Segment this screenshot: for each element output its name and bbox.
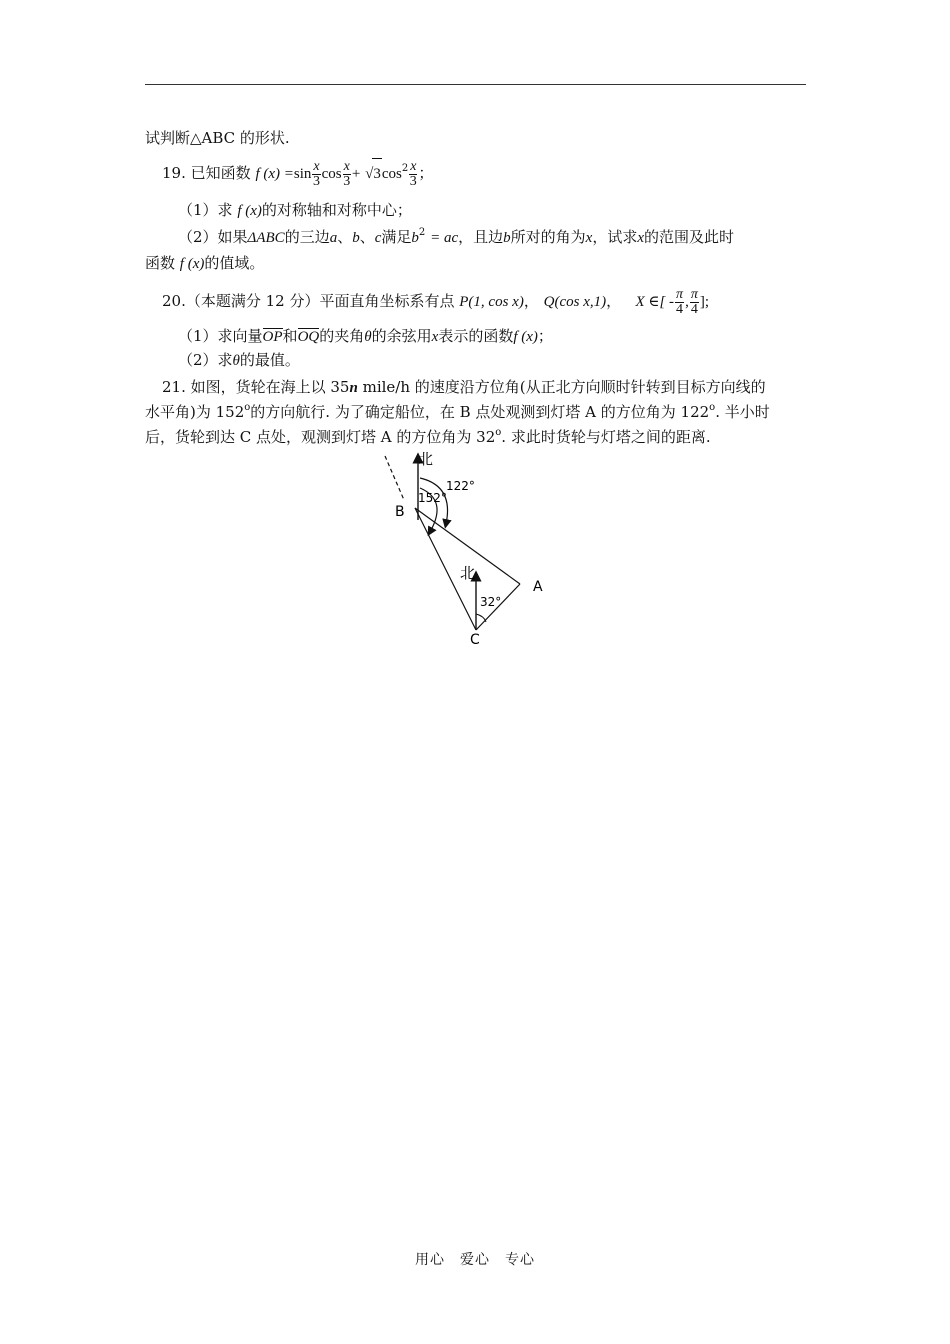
- label-point-c: C: [470, 632, 480, 648]
- label-north-mid: 北: [460, 564, 476, 582]
- dashed-extension-line: [385, 456, 404, 500]
- vector-OQ: OQ: [297, 329, 320, 345]
- question-20-part-1: （1）求向量OP和OQ的夹角θ的余弦用x表示的函数f (x)；: [178, 327, 553, 345]
- label-angle-152: 152°: [418, 491, 447, 505]
- fraction-x-over-3: $\frac{x}{3}$: [409, 158, 417, 189]
- point-Q: Q(cos x,1): [543, 294, 607, 310]
- question-20-part-2: （2）求θ的最值。: [178, 351, 300, 369]
- interval-X: X ∈[ -: [635, 294, 675, 310]
- label-point-a: A: [533, 579, 543, 595]
- point-P: P(1, cos x): [459, 294, 524, 310]
- fraction-x-over-3: $\frac{x}{3}$: [343, 158, 351, 189]
- text-line-triangle-shape: 试判断△ABC 的形状.: [145, 129, 290, 147]
- question-20-stem: 20.（本题满分 12 分）平面直角坐标系有点 P(1, cos x)， Q(cos x,1)， X ∈[ - $\frac{\pi}{4}$ , $\frac{\pi}{4}$ ];: [162, 286, 709, 317]
- sqrt-3: 3: [372, 158, 382, 189]
- fraction-pi-over-4: $\frac{\pi}{4}$: [690, 286, 698, 317]
- question-21-line-2: 水平角)为 152$^o$的方向航行. 为了确定船位，在 B 点处观测到灯塔 A 的方位角为 122$^o$. 半小时: [145, 402, 770, 421]
- question-19-part-2-cont: 函数 f (x)的值域。: [145, 254, 265, 272]
- label-north-top: 北: [418, 450, 434, 468]
- bearing-diagram: [380, 448, 560, 648]
- label-angle-122: 122°: [446, 479, 475, 493]
- question-19-part-1: （1）求 f (x)的对称轴和对称中心；: [178, 201, 412, 219]
- question-19-part-2: （2）如果ΔABC的三边a、b、c满足$b^2$ = ac，且边b所对的角为x，试求x的范围及此时: [178, 227, 735, 246]
- header-rule: [145, 84, 806, 85]
- vector-OP: OP: [262, 329, 283, 345]
- question-19-stem: 19. 已知函数 f (x) =sin $\frac{x}{3}$ cos $\frac{x}{3}$ + $√3\cos^2$ $\frac{x}{3}$ ；: [162, 158, 434, 189]
- label-point-b: B: [395, 504, 405, 520]
- question-21-line-3: 后，货轮到达 C 点处，观测到灯塔 A 的方位角为 32$^o$. 求此时货轮与灯塔之间的距离.: [145, 427, 711, 446]
- question-21-line-1: 21. 如图，货轮在海上以 35n mile/h 的速度沿方位角(从正北方向顺时针转到目标方向线的: [162, 378, 766, 396]
- function-fx: f (x) =: [255, 166, 294, 182]
- question-20-number: 20.: [162, 292, 186, 310]
- question-19-number: 19.: [162, 164, 186, 182]
- fraction-pi-over-4: $\frac{\pi}{4}$: [676, 286, 684, 317]
- page-footer: 用心 爱心 专心: [415, 1252, 535, 1268]
- fraction-x-over-3: $\frac{x}{3}$: [313, 158, 320, 189]
- label-angle-32: 32°: [480, 595, 502, 609]
